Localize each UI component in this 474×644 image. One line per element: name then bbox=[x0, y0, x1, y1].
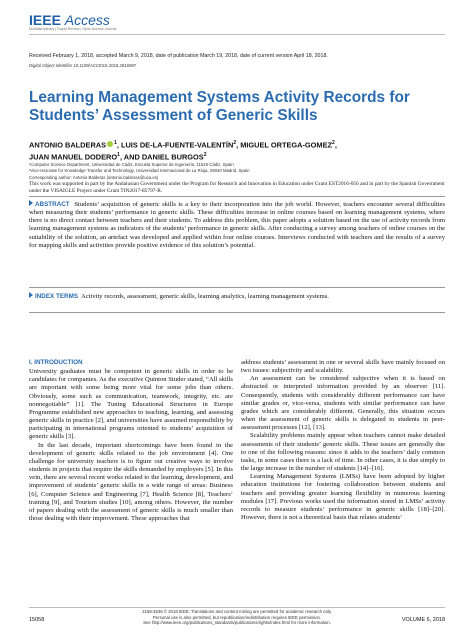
affiliation-2: ²Vice-rectorate for Knowledge Transfer and Technology, Universidad Internacional de La Rioja, 28040 Madrid, Spain bbox=[29, 167, 250, 173]
author-name: , AND DANIEL BURGOS bbox=[119, 152, 204, 162]
paragraph: University graduates must be competent in generic skills in order to be candidates for companies. As the executive Quinton Studer stated, “All skills are important with some being more vital for some jobs than others. Obviously, some such as communication, teamwork, integrity, etc. are nonnegotiable” [1]. The Tuning Educational Structures in Europe Programme established new approaches to teaching, learning, and assessing generic skills in practice [2], and universities have assumed responsibility by participating in international programs oriented to students’ acquisition of generic skills [3]. bbox=[29, 368, 233, 441]
index-terms-label: INDEX TERMS bbox=[35, 293, 79, 300]
author-sup: 2 bbox=[332, 140, 335, 146]
funding-note: This work was supported in part by the Andalusian Government under the Program for Research and Innovation in Education under Grant EST2016-056 and in part by the Spanish Government under the VISAIGLE Project under Grant TIN2017-85797-R. bbox=[29, 181, 445, 194]
received-dates: Received February 1, 2018, accepted March 9, 2018, date of publication March 19, 2018, date of current version April 18, 2018. bbox=[29, 53, 328, 59]
paper-title: Learning Management Systems Activity Records for Students’ Assessment of Generic Skills bbox=[29, 89, 410, 124]
abstract-text: Students’ acquisition of generic skills is a key to their incorporation into the job world. However, teachers encounter several difficulties when measuring their students’ performance in generic skills. These difficulties increase in online courses based on learning management systems, where there is no direct contact between teachers and their students. To address this problem, this paper adopts a solution based on the use of activity records from learning management systems as indicators of the students’ performance in generic skills. After conducting a survey among teachers of online courses on the suitability of the solution, an artefact was developed and applied within four online courses. Interviews conducted with teachers and the results of a survey for mapping skills and activities provide positive evidence of this solution’s potential. bbox=[29, 201, 446, 249]
author-sup: 1 bbox=[117, 152, 120, 159]
logo-light-text: Access bbox=[64, 12, 110, 28]
paragraph: Learning Management Systems (LMSs) have been adopted by higher education institutions for fostering collaboration between students and teachers and providing greater learning flexibility in numerous learning modules [17]. Previous works used the information stored in LMSs’ activity records to measure students’ performance in generic skills [18]–[20]. However, there is not a theoretical basis that relates students’ bbox=[241, 473, 445, 521]
author-name: ANTONIO BALDERAS bbox=[29, 140, 107, 150]
journal-logo bbox=[29, 12, 110, 28]
footer-line: 2169-3536 © 2018 IEEE. Translations and content mining are permitted for academic research only. bbox=[142, 609, 332, 614]
index-terms-bottom-rule bbox=[29, 312, 445, 313]
footer-link[interactable]: See http://www.ieee.org/publications_standards/publications/rights/index.html for more information. bbox=[143, 620, 331, 626]
footer-line: Personal use is also permitted, but republication/redistribution requires IEEE permission. bbox=[152, 614, 322, 620]
abstract-top-rule bbox=[29, 196, 445, 197]
doi: Digital Object Identifier 10.1109/ACCESS.2018.2816987 bbox=[29, 63, 137, 68]
abstract bbox=[29, 200, 445, 250]
author-line-1: ANTONIO BALDERAS $^1$, LUIS DE-LA-FUENTE-VALENTÍN$^2$, MIGUEL ORTEGA-GOMEZ$^2$, bbox=[29, 140, 337, 150]
author-separator: , bbox=[334, 140, 337, 150]
affiliation-1: ¹Computer Science Department, Universidad de Cádiz, Escuela Superior de Ingeniería, 11519 Cádiz, Spain bbox=[29, 162, 234, 167]
corresponding-author: Corresponding author: Antonio Balderas (antonio.balderas@uca.es) bbox=[29, 175, 159, 181]
author-name: , MIGUEL ORTEGA-GOMEZ bbox=[236, 140, 333, 150]
affiliations bbox=[29, 162, 449, 181]
volume-label: VOLUME 6, 2018 bbox=[401, 617, 445, 623]
arrow-icon bbox=[29, 200, 33, 206]
arrow-icon bbox=[29, 292, 33, 298]
author-sup: 2 bbox=[203, 152, 207, 159]
author-sup: 2 bbox=[233, 140, 237, 146]
author-name: , LUIS DE-LA-FUENTE-VALENTÍN bbox=[116, 140, 234, 150]
section-heading: I. INTRODUCTION bbox=[29, 359, 83, 366]
abstract-bottom-rule bbox=[29, 287, 445, 288]
paragraph: Scalability problems mainly appear when teachers cannot make detailed assessments of their students’ generic skills. These issues are generally due to one of the following reasons: since it adds to the teachers’ daily common tasks, in some cases there is a lack of time. In other cases, it is due simply to the large increase in the number of students [14]–[16]. bbox=[241, 432, 445, 473]
paragraph: address students’ assessment in one or several skills have mainly focused on two issues: subjectivity and scalability. bbox=[241, 359, 445, 375]
author-list bbox=[29, 138, 449, 163]
left-column bbox=[29, 359, 233, 523]
page-number: 15058 bbox=[29, 617, 45, 623]
paragraph: In the last decade, important shortcomings have been found in the development of generic skills related to the job environment [4]. One challenge for university teachers is to figure out creative ways to involve students in projects that require the skills demanded by employers [5]. In this vein, there are several recent works related to the learning, development, and improvement of students’ generic skills in a wide range of areas: Business [6], Computer Science and Engineering [7], Health Science [8], Teachers’ training [9], and Tourism studies [10], among others. However, the number of papers dealing with the assessment of generic skills is much smaller than those dealing with their improvement. These approaches that bbox=[29, 441, 233, 522]
paragraph: An assessment can be considered subjective when it is based on abstracted or interpreted information provided by an observer [11]. Consequently, students with considerably different performance can have similar grades or, vice-versa, students with similar performance can have grades which are considerably different. Generally, this situation occurs when the assessment of generic skills is delegated to students in peer-assessment processes [12], [13]. bbox=[241, 375, 445, 432]
footer-copyright bbox=[120, 609, 354, 626]
footer-rule bbox=[29, 607, 445, 608]
orcid-icon[interactable] bbox=[107, 141, 113, 147]
index-terms bbox=[29, 292, 445, 301]
author-name: JUAN MANUEL DODERO bbox=[29, 152, 118, 162]
logo-tagline: Multidisciplinary | Rapid Review | Open Access Journal bbox=[29, 27, 117, 31]
logo-bold-text: IEEE bbox=[29, 12, 61, 28]
index-terms-text: Activity records, assessment, generic skills, learning analytics, learning management systems. bbox=[80, 293, 329, 300]
abstract-label: ABSTRACT bbox=[35, 201, 70, 208]
right-column bbox=[241, 359, 445, 522]
header-rule bbox=[29, 34, 445, 35]
